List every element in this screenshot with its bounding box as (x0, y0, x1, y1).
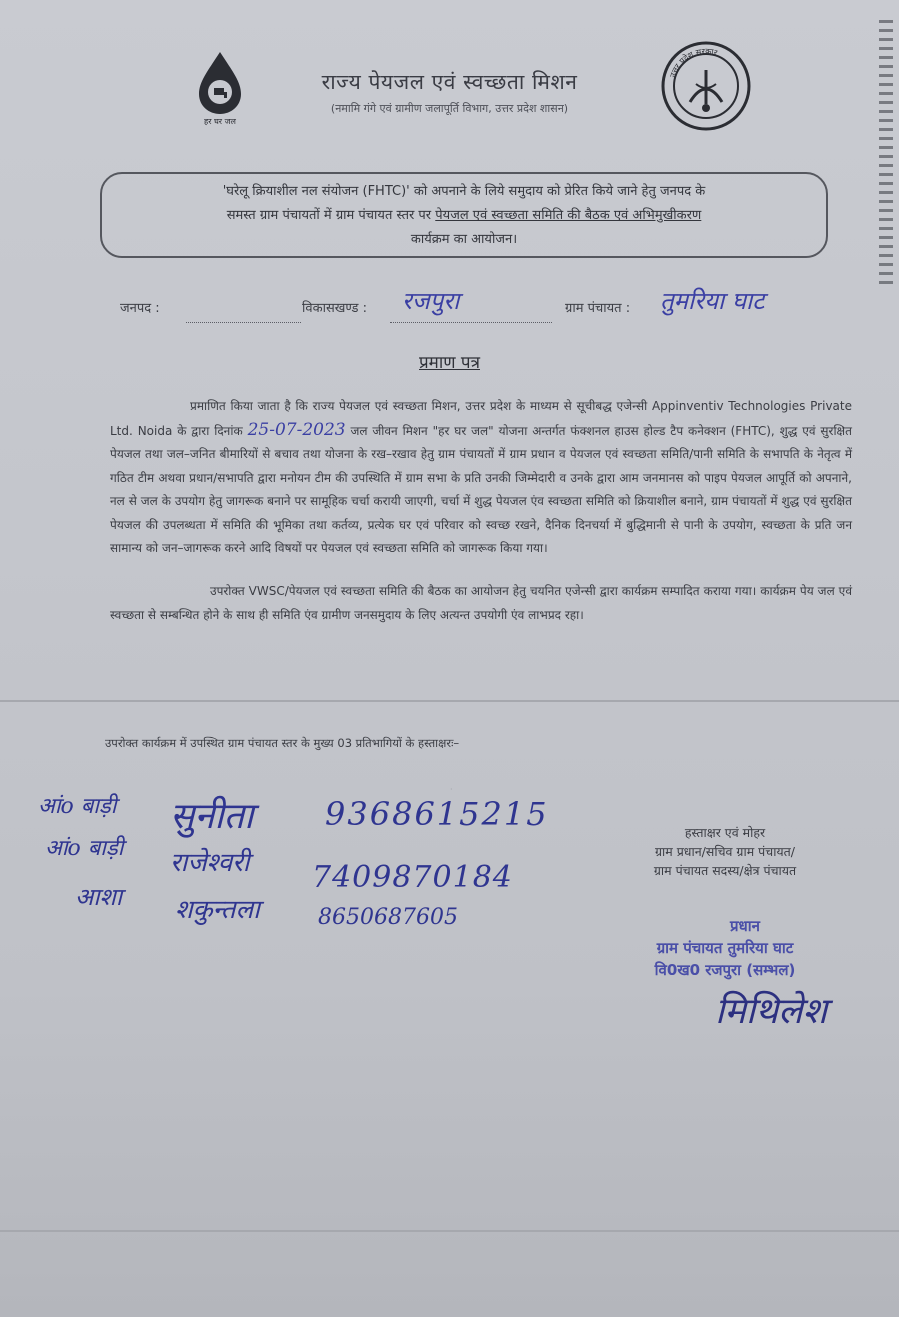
banner-line-2 (120, 204, 808, 228)
vikaskhand-value: रजपुरा (402, 287, 460, 315)
janpad-label: जनपद : (120, 301, 160, 316)
banner-line-2-text: समस्त ग्राम पंचायतों में ग्राम पंचायत स्तर पर (226, 208, 436, 223)
pradhan-stamp (610, 915, 840, 981)
pradhan-signature: मिथिलेश (715, 991, 828, 1032)
participant-2-role: आंo बाड़ी (45, 836, 124, 861)
mission-title: राज्य पेयजल एवं स्वच्छता मिशन (321, 70, 578, 94)
paragraph-1-part-b: जल जीवन मिशन "हर घर जल" योजना अन्तर्गत फंक्शनल हाउस होल्ड टैप कनेक्शन (FHTC), शुद्ध एवं सुरक्षित पेयजल तथा जल–जनित बीमारियों से बचाव तथा योजना के रख–रखाव हेतु ग्राम पंचायतों में ग्राम प्रधान व पेयजल एवं स्वच्छता समिति/पानी समिति के सभापति के नेतृत्व में गठित टीम अथवा प्रधान/सभापति द्वारा मनोयन टीम की उपस्थिति में ग्राम सभा के प्रति उनकी जिम्मेदारी व उनके द्वारा आम जनमानस को पाइप पेयजल आपूर्ति को अपनाने, नल से जल के उपयोग हेतु जागरूक बनाने पर सामूहिक चर्चा करायी जाएगी, चर्चा में शुद्ध पेयजल एंव स्वच्छता समिति को क्रियाशील बनाने, ग्राम पंचायतों में शुद्ध एवं सुरक्षित पेयजल की उपलब्धता में समिति की भूमिका तथा कर्तव्य, प्रत्येक घर एवं परिवार को स्वच्छ रखने, दैनिक दिनचर्या में बुद्धिमानी से पानी के उपयोग, स्वच्छता के प्रति जन सामान्य को जन–जागरूक करने आदि विषयों पर पेयजल एवं स्वच्छता समिति को जागरूक किया गया। (110, 423, 852, 555)
participant-2-name: राजेश्वरी (170, 848, 250, 878)
banner-underlined-text: पेयजल एवं स्वच्छता समिति की बैठक एवं अभिमुखीकरण (435, 208, 702, 223)
stamp-line-2: ग्राम पंचायत तुमरिया घाट (656, 939, 794, 957)
certificate-paragraph-2: उपरोक्त VWSC/पेयजल एवं स्वच्छता समिति की बैठक का आयोजन हेतु चयनित एजेन्सी द्वारा कार्यक्रम सम्पादित कराया गया। कार्यक्रम पेय जल एवं स्वच्छता से सम्बन्धित होने के साथ ही समिति एंव ग्रामीण जनसमुदाय के लिए अत्यन्त उपयोगी एंव लाभप्रद रहा। (110, 584, 852, 622)
authority-line-1: ग्राम प्रधान/सचिव ग्राम पंचायत/ (654, 844, 796, 859)
participant-3-name: शकुन्तला (175, 895, 260, 925)
participant-1-name: सुनीता (170, 796, 254, 837)
sign-seal-label: हस्ताक्षर एवं मोहर (684, 825, 766, 840)
fold-line (0, 700, 899, 702)
program-date: 25-07-2023 (247, 419, 346, 440)
participant-2-phone: 7409870184 (312, 860, 513, 895)
binding-edge (879, 20, 893, 290)
banner-line-1: 'घरेलू क्रियाशील नल संयोजन (FHTC)' को अपनाने के लिये समुदाय को प्रेरित किये जाने हेतु जनपद के (222, 184, 706, 199)
gram-panchayat-label: ग्राम पंचायत : (565, 301, 631, 316)
stamp-line-3: वि0ख0 रजपुरा (सम्भल) (654, 961, 796, 979)
fold-line (0, 1230, 899, 1232)
participant-3-phone: 8650687605 (318, 905, 458, 930)
participant-1-phone: 9368615215 (325, 795, 549, 833)
department-subtitle: (नमामि गंगे एवं ग्रामीण जलापूर्ति विभाग, उत्तर प्रदेश शासन) (330, 102, 569, 115)
certificate-title: प्रमाण पत्र (419, 353, 480, 373)
signature-authority-block (610, 823, 840, 880)
authority-line-2: ग्राम पंचायत सदस्य/क्षेत्र पंचायत (653, 863, 797, 878)
program-banner (100, 172, 828, 258)
faint-mark: · (450, 785, 453, 794)
janpad-blank (186, 310, 301, 323)
certificate-paragraph-1 (110, 395, 852, 561)
svg-text:हर घर जल: हर घर जल (204, 117, 236, 126)
svg-text:उत्तर प्रदेश सरकार: उत्तर प्रदेश सरकार (668, 46, 719, 79)
participant-1-role: आंo बाड़ी (38, 794, 117, 819)
paragraph-1-part-a: प्रमाणित किया जाता है कि राज्य पेयजल एवं स्वच्छता मिशन, उत्तर प्रदेश के माध्यम से सूचीबद्ध एजेन्सी Appinventiv Technologies Private Ltd. Noida के द्वारा दिनांक (110, 399, 852, 438)
location-fields (120, 287, 840, 326)
participant-3-role: आशा (75, 883, 123, 911)
gram-panchayat-value: तुमरिया घाट (660, 287, 765, 315)
vikaskhand-label: विकासखण्ड : (302, 301, 368, 316)
banner-line-3: कार्यक्रम का आयोजन। (410, 232, 518, 247)
stamp-line-1: प्रधान (730, 917, 760, 935)
participants-signature-note: उपरोक्त कार्यक्रम में उपस्थित ग्राम पंचायत स्तर के मुख्य 03 प्रतिभागियों के हस्ताक्षरः– (105, 736, 460, 750)
